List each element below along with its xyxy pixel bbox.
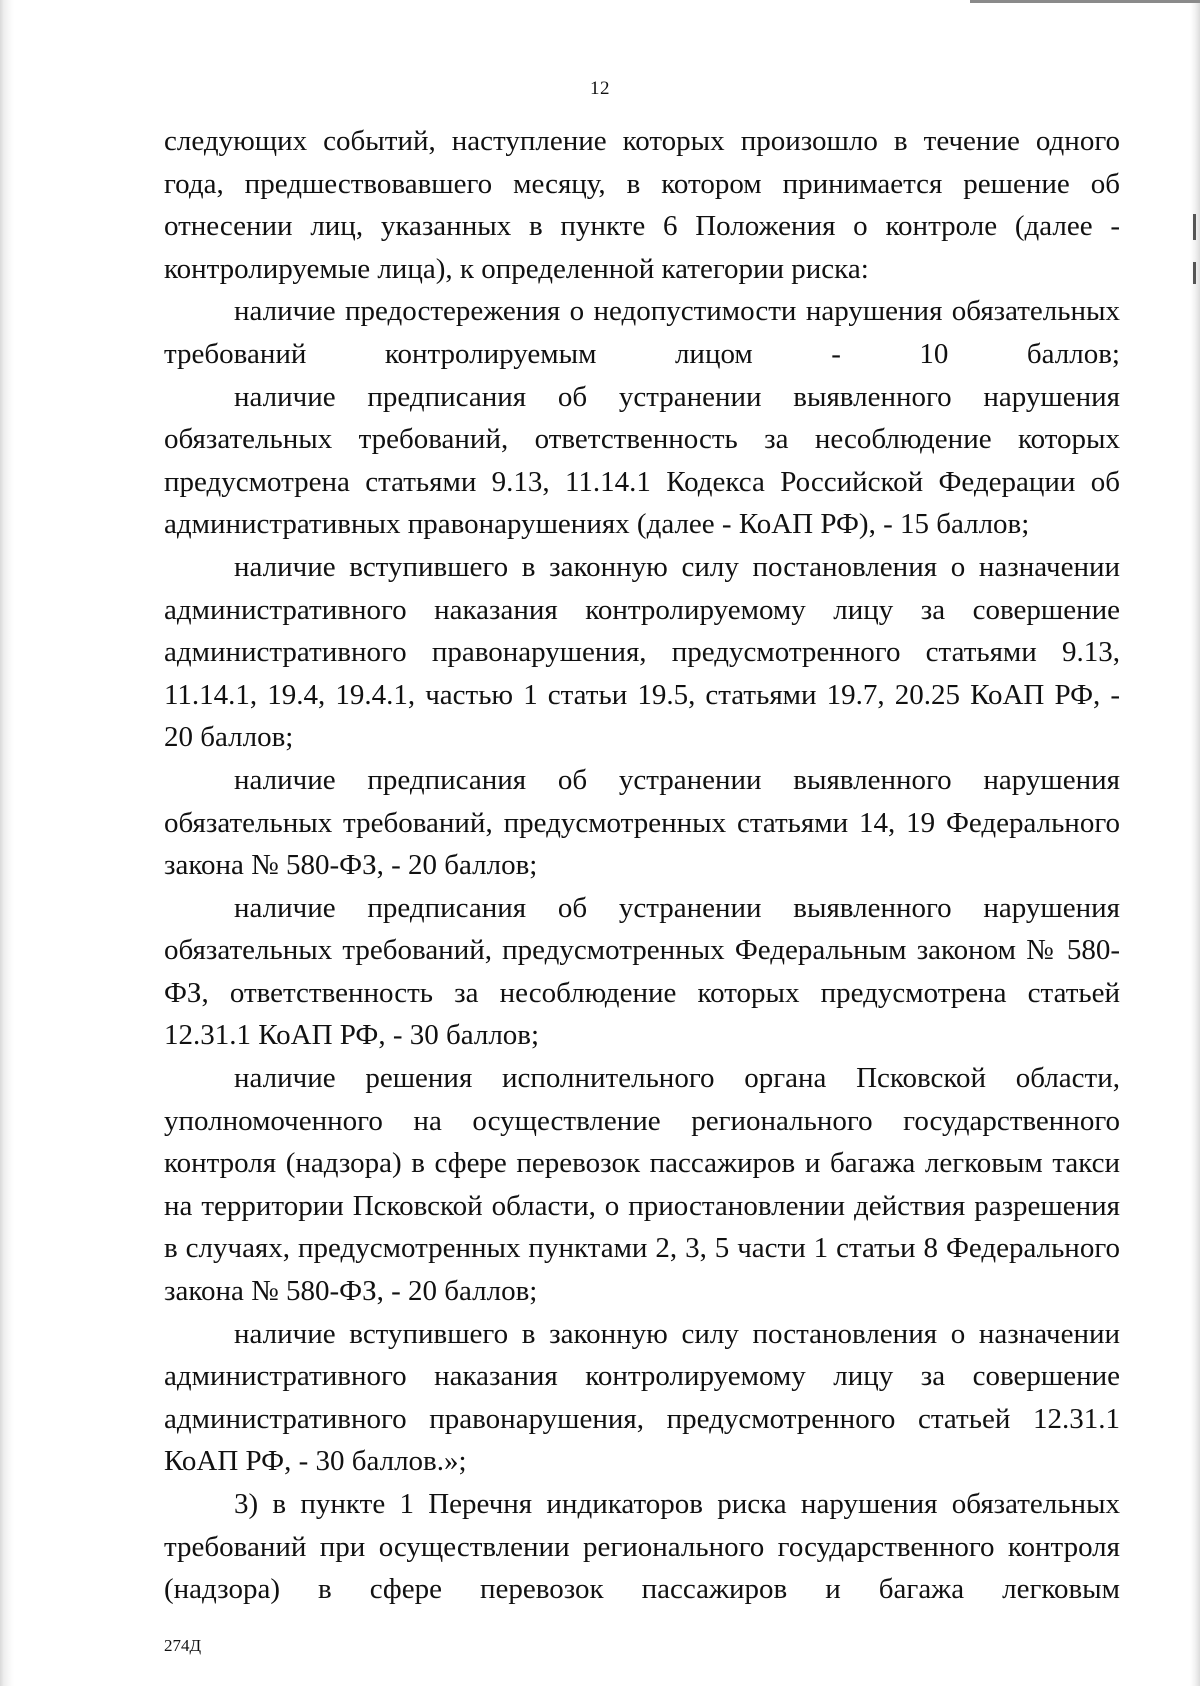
scan-margin-mark (1193, 262, 1196, 284)
page-number: 12 (590, 78, 610, 99)
paragraph-item: наличие предостережения о недопустимости нарушения обязательных требований контролируемым лицом - 10 баллов; (164, 295, 1120, 370)
paragraph-item: наличие вступившего в законную силу постановления о назначении административного наказания контролируемому лицу за совершение административного правонарушения, предусмотренного статьями 9.13, 11.14.1, 19.4, 19.4.1, частью 1 статьи 19.5, статьями 19.7, 20.25 КоАП РФ, - 20 баллов; (164, 550, 1120, 754)
paragraph-item: наличие решения исполнительного органа Псковской области, уполномоченного на осуществление регионального государственного контроля (надзора) в сфере перевозок пассажиров и багажа легковым такси на территории Псковской области, о приостановлении действия разрешения в случаях, предусмотренных пунктами 2, 3, 5 части 1 статьи 8 Федерального закона № 580-ФЗ, - 20 баллов; (164, 1062, 1120, 1308)
paragraph-intro: следующих событий, наступление которых произошло в течение одного года, предшествовавшего месяцу, в котором принимается решение об отнесении лиц, указанных в пункте 6 Положения о контроле (далее - контролируемые лица), к определенной категории риска: (164, 125, 1120, 285)
document-body (164, 120, 1120, 1611)
scan-left-edge (0, 0, 14, 1686)
paragraph-item: наличие вступившего в законную силу постановления о назначении административного наказания контролируемому лицу за совершение административного правонарушения, предусмотренного статьей 12.31.1 КоАП РФ, - 30 баллов.»; (164, 1317, 1120, 1478)
scan-top-line (970, 0, 1200, 3)
scan-right-edge (1190, 0, 1200, 1686)
scan-margin-mark (1193, 214, 1196, 240)
paragraph-item: наличие предписания об устранении выявленного нарушения обязательных требований, ответственность за несоблюдение которых предусмотрена статьями 9.13, 11.14.1 Кодекса Российской Федерации об административных правонарушениях (далее - КоАП РФ), - 15 баллов; (164, 380, 1120, 541)
paragraph-item: наличие предписания об устранении выявленного нарушения обязательных требований, предусмотренных Федеральным законом № 580-ФЗ, ответственность за несоблюдение которых предусмотрена статьей 12.31.1 КоАП РФ, - 30 баллов; (164, 891, 1120, 1052)
paragraph-item: 3) в пункте 1 Перечня индикаторов риска нарушения обязательных требований при осуществлении регионального государственного контроля (надзора) в сфере перевозок пассажиров и багажа легковым (164, 1488, 1120, 1606)
paragraph-item: наличие предписания об устранении выявленного нарушения обязательных требований, предусмотренных статьями 14, 19 Федерального закона № 580-ФЗ, - 20 баллов; (164, 763, 1120, 882)
document-code: 274Д (164, 1636, 202, 1655)
